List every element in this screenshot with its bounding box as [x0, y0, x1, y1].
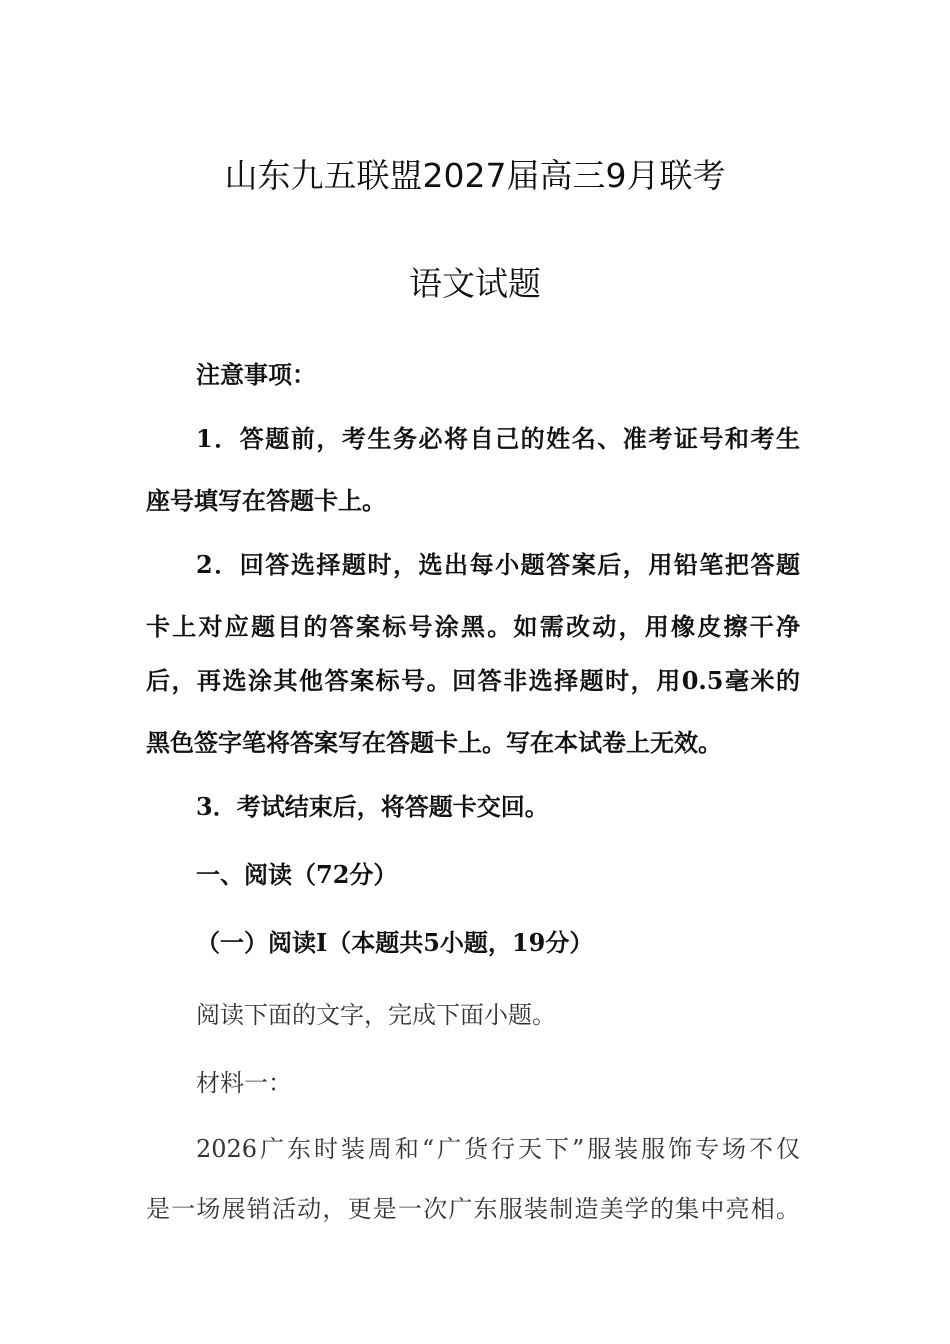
- notice-item-2-line-3: 后，再选涂其他答案标号。回答非选择题时，用0.5毫米的: [146, 666, 800, 695]
- notice-item-1-line-1: 1．答题前，考生务必将自己的姓名、准考证号和考生: [196, 424, 800, 453]
- exam-title: 山东九五联盟2027届高三9月联考: [224, 156, 726, 195]
- notice-item-1-line-2: 座号填写在答题卡上。: [146, 486, 386, 515]
- notice-item-2-line-4: 黑色签字笔将答案写在答题卡上。写在本试卷上无效。: [146, 728, 722, 757]
- subsection-heading-reading-1: （一）阅读Ⅰ（本题共5小题，19分）: [196, 928, 594, 957]
- passage-line-1: 2026广东时装周和“广货行天下”服装服饰专场不仅: [196, 1135, 800, 1163]
- notice-item-2-line-2: 卡上对应题目的答案标号涂黑。如需改动，用橡皮擦干净: [146, 612, 800, 641]
- exam-subject: 语文试题: [409, 264, 541, 303]
- notice-item-3: 3．考试结束后，将答题卡交回。: [196, 792, 549, 821]
- passage-line-2: 是一场展销活动，更是一次广东服装制造美学的集中亮相。: [146, 1195, 800, 1223]
- material-label: 材料一：: [196, 1069, 292, 1097]
- notice-item-2-line-1: 2．回答选择题时，选出每小题答案后，用铅笔把答题: [196, 550, 800, 579]
- reading-instruction: 阅读下面的文字，完成下面小题。: [196, 1001, 556, 1029]
- section-heading-reading: 一、阅读（72分）: [196, 860, 398, 889]
- notice-heading: 注意事项：: [196, 360, 316, 389]
